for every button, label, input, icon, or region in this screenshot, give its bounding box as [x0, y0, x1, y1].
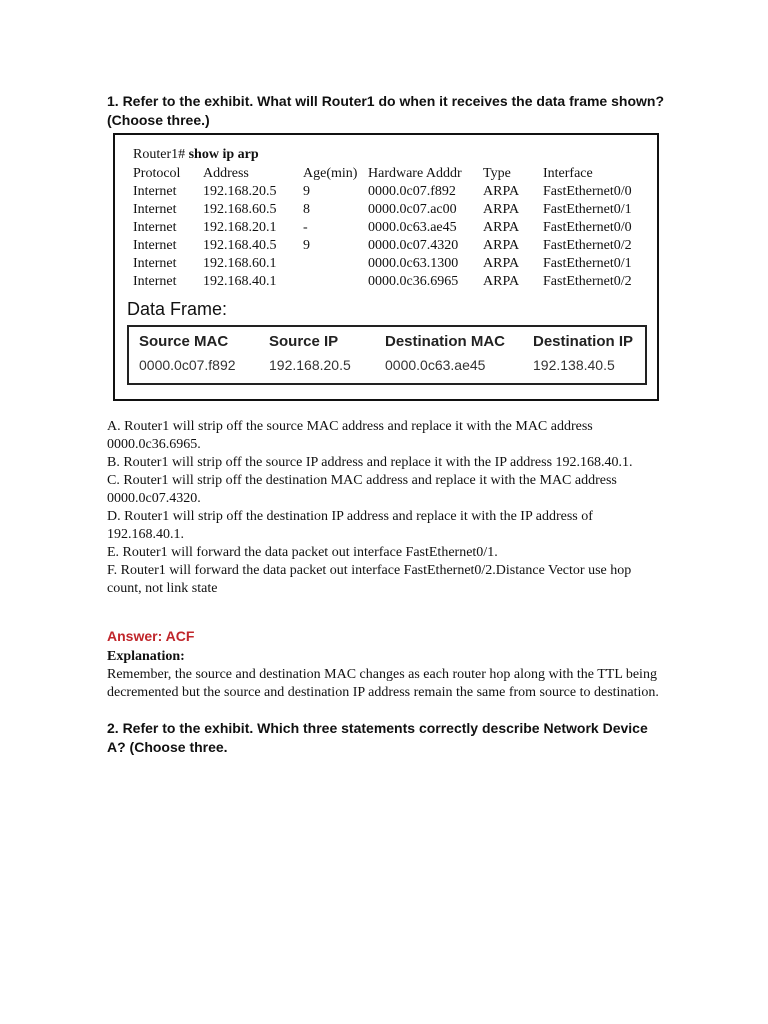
arp-cell: 0000.0c07.ac00 — [368, 202, 457, 217]
arp-cell: 0000.0c63.ae45 — [368, 220, 457, 235]
arp-header-cell: Age(min) — [303, 166, 358, 181]
option-d: D. Router1 will strip off the destination IP address and replace it with the IP address of 192.168.40.1. — [107, 509, 593, 542]
arp-cell: 192.168.20.1 — [203, 220, 277, 235]
arp-cell: 9 — [303, 184, 310, 199]
option-c: C. Router1 will strip off the destination MAC address and replace it with the MAC address 0000.0c07.4320. — [107, 473, 617, 506]
option-f: F. Router1 will forward the data packet out interface FastEthernet0/2.Distance Vector use hop count, not link state — [107, 563, 632, 596]
arp-cell: 0000.0c63.1300 — [368, 256, 459, 271]
arp-header-cell: Hardware Adddr — [368, 166, 462, 181]
arp-cell: FastEthernet0/2 — [543, 238, 632, 253]
arp-cell: 8 — [303, 202, 310, 217]
arp-cell: Internet — [133, 238, 177, 253]
arp-row — [133, 273, 653, 291]
question-2 — [107, 719, 667, 757]
arp-cell: FastEthernet0/0 — [543, 184, 632, 199]
answer-options — [107, 418, 667, 598]
exhibit — [113, 133, 659, 401]
data-frame-box — [127, 325, 647, 385]
answer-key: Answer: ACF — [107, 628, 195, 644]
cli-prompt: Router1# — [133, 147, 186, 162]
frame-value: 0000.0c07.f892 — [139, 357, 236, 373]
arp-cell: 192.168.60.1 — [203, 256, 277, 271]
frame-header: Destination IP — [533, 333, 634, 350]
arp-cell: Internet — [133, 274, 177, 289]
frame-header: Source MAC — [139, 333, 229, 350]
option-b: B. Router1 will strip off the source IP address and replace it with the IP address 192.168.40.1. — [107, 455, 633, 470]
arp-row — [133, 255, 653, 273]
arp-cell: Internet — [133, 184, 177, 199]
arp-cell: ARPA — [483, 256, 520, 271]
arp-cell: Internet — [133, 256, 177, 271]
arp-cell: 0000.0c36.6965 — [368, 274, 459, 289]
question-1 — [107, 92, 667, 130]
arp-row — [133, 183, 653, 201]
arp-cell: 0000.0c07.4320 — [368, 238, 459, 253]
arp-cell: 0000.0c07.f892 — [368, 184, 456, 199]
cli-command-text: show ip arp — [188, 147, 259, 162]
arp-cell: ARPA — [483, 184, 520, 199]
arp-header-cell: Interface — [543, 166, 593, 181]
arp-cell: FastEthernet0/1 — [543, 202, 632, 217]
arp-cell: 192.168.20.5 — [203, 184, 277, 199]
explanation-text: Remember, the source and destination MAC changes as each router hop along with the TTL being decremented but the source and destination IP address remain the same from source to destination. — [107, 667, 659, 700]
arp-cell: Internet — [133, 220, 177, 235]
frame-header: Source IP — [269, 333, 339, 350]
arp-header-cell: Address — [203, 166, 249, 181]
arp-cell: 9 — [303, 238, 310, 253]
arp-cell: 192.168.40.1 — [203, 274, 277, 289]
arp-header-cell: Protocol — [133, 166, 181, 181]
arp-cell: ARPA — [483, 238, 520, 253]
explanation-title: Explanation: — [107, 649, 185, 664]
arp-cell: 192.168.60.5 — [203, 202, 277, 217]
arp-cell: ARPA — [483, 220, 520, 235]
arp-cell: ARPA — [483, 274, 520, 289]
arp-cell: 192.168.40.5 — [203, 238, 277, 253]
arp-cell — [295, 273, 368, 291]
arp-row — [133, 201, 653, 219]
arp-cell — [295, 255, 368, 273]
arp-row — [133, 237, 653, 255]
frame-value: 192.168.20.5 — [269, 357, 351, 373]
arp-row — [133, 219, 653, 237]
data-frame-title: Data Frame: — [127, 299, 228, 319]
arp-table — [133, 165, 653, 291]
arp-cell: FastEthernet0/1 — [543, 256, 632, 271]
frame-header: Destination MAC — [385, 333, 505, 350]
frame-value: 0000.0c63.ae45 — [385, 357, 486, 373]
question-2-text: 2. Refer to the exhibit. Which three statements correctly describe Network Device A? (Choose three. — [107, 720, 648, 755]
arp-cell: - — [303, 220, 308, 235]
arp-cell: FastEthernet0/2 — [543, 274, 632, 289]
option-a: A. Router1 will strip off the source MAC address and replace it with the MAC address 0000.0c36.6965. — [107, 419, 593, 452]
arp-cell: FastEthernet0/0 — [543, 220, 632, 235]
arp-cell: Internet — [133, 202, 177, 217]
arp-header-row — [133, 165, 653, 183]
option-e: E. Router1 will forward the data packet out interface FastEthernet0/1. — [107, 545, 498, 560]
arp-cell: ARPA — [483, 202, 520, 217]
arp-header-cell: Type — [483, 166, 511, 181]
question-1-text: 1. Refer to the exhibit. What will Router1 do when it receives the data frame shown? (Choose three.) — [107, 93, 664, 128]
cli-command — [133, 147, 259, 163]
frame-value: 192.138.40.5 — [533, 357, 615, 373]
